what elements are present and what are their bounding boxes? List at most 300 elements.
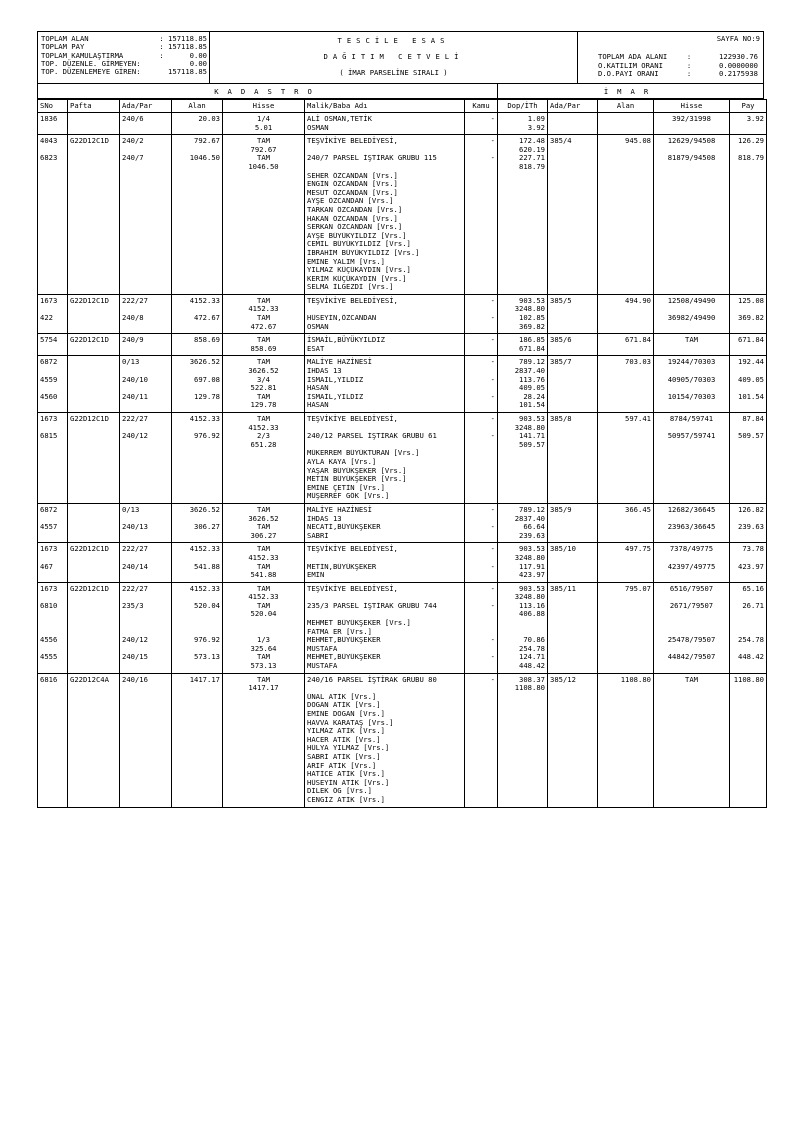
cell-alan: 858.69 bbox=[172, 334, 223, 345]
cell-malik: SERKAN ÖZCANDAN [Vrs.] bbox=[305, 223, 465, 232]
cell-imar-hisse: 81879/94508 bbox=[654, 154, 730, 163]
cell-ada-par bbox=[120, 515, 172, 524]
cell-malik: YILMAZ KÜÇÜKAYDIN [Vrs.] bbox=[305, 266, 465, 275]
cell-imar-ada-par bbox=[548, 719, 598, 728]
table-row bbox=[38, 602, 767, 611]
cell-kamu bbox=[465, 384, 498, 393]
cell-alan bbox=[172, 345, 223, 356]
cell-pay bbox=[730, 515, 767, 524]
cell-hisse bbox=[223, 727, 305, 736]
cell-pafta: G22D12C1D bbox=[68, 543, 120, 554]
table-row bbox=[38, 249, 767, 258]
title-line-2: DAĞITIM CETVELİ bbox=[323, 52, 464, 61]
summary-row: TOPLAM PAY : 157118.85 bbox=[41, 42, 207, 52]
cell-malik: AYŞE BÜYÜKYILDIZ [Vrs.] bbox=[305, 232, 465, 241]
cell-pay bbox=[730, 449, 767, 458]
column-header-imar-ada-par: Ada/Par bbox=[548, 100, 598, 113]
cell-kamu bbox=[465, 172, 498, 181]
cell-pafta bbox=[68, 467, 120, 476]
cell-sno bbox=[38, 180, 68, 189]
cell-imar-alan bbox=[598, 401, 654, 412]
cell-dop-ith: 172.48 bbox=[498, 135, 548, 146]
cell-alan bbox=[172, 266, 223, 275]
column-header-pafta: Pafta bbox=[68, 100, 120, 113]
cell-imar-hisse bbox=[654, 401, 730, 412]
cell-pafta bbox=[68, 258, 120, 267]
cell-ada-par: 240/9 bbox=[120, 334, 172, 345]
cell-imar-alan bbox=[598, 393, 654, 402]
cell-alan: 1417.17 bbox=[172, 673, 223, 684]
cell-ada-par bbox=[120, 206, 172, 215]
cell-imar-ada-par bbox=[548, 492, 598, 501]
cell-hisse: 1/4 bbox=[223, 113, 305, 124]
cell-kamu bbox=[465, 770, 498, 779]
cell-kamu bbox=[465, 628, 498, 637]
cell-imar-ada-par bbox=[548, 554, 598, 563]
cell-sno bbox=[38, 554, 68, 563]
cell-alan bbox=[172, 744, 223, 753]
table-row bbox=[38, 323, 767, 334]
table-row bbox=[38, 146, 767, 155]
cell-imar-alan: 497.75 bbox=[598, 543, 654, 554]
cell-imar-hisse: 50957/59741 bbox=[654, 432, 730, 441]
table-row bbox=[38, 523, 767, 532]
cell-imar-ada-par: 385/11 bbox=[548, 582, 598, 593]
cell-sno bbox=[38, 305, 68, 314]
cell-malik: MEHMET,BÜYÜKŞEKER bbox=[305, 653, 465, 662]
cell-pay: 65.16 bbox=[730, 582, 767, 593]
cell-sno bbox=[38, 206, 68, 215]
cell-ada-par bbox=[120, 401, 172, 412]
table-row bbox=[38, 719, 767, 728]
cell-pafta bbox=[68, 240, 120, 249]
cell-dop-ith bbox=[498, 283, 548, 294]
cell-imar-ada-par: 385/7 bbox=[548, 356, 598, 367]
summary-row: TOP. DÜZENLEMEYE GİREN: 157118.85 bbox=[41, 67, 207, 77]
cell-sno bbox=[38, 684, 68, 693]
cell-malik bbox=[305, 424, 465, 433]
cell-ada-par bbox=[120, 593, 172, 602]
cell-hisse: 573.13 bbox=[223, 662, 305, 673]
cell-imar-hisse bbox=[654, 232, 730, 241]
cell-ada-par bbox=[120, 645, 172, 654]
cell-hisse: 651.28 bbox=[223, 441, 305, 450]
cell-alan: 4152.33 bbox=[172, 413, 223, 424]
cell-hisse: TAM bbox=[223, 294, 305, 305]
cell-dop-ith bbox=[498, 215, 548, 224]
cell-imar-hisse: 23963/36645 bbox=[654, 523, 730, 532]
cell-sno bbox=[38, 215, 68, 224]
cell-pafta bbox=[68, 266, 120, 275]
cell-imar-ada-par: 385/12 bbox=[548, 673, 598, 684]
cell-sno bbox=[38, 197, 68, 206]
cell-hisse: TAM bbox=[223, 135, 305, 146]
table-row bbox=[38, 189, 767, 198]
cell-imar-alan: 795.07 bbox=[598, 582, 654, 593]
cell-ada-par: 240/2 bbox=[120, 135, 172, 146]
cell-imar-alan bbox=[598, 232, 654, 241]
cell-hisse bbox=[223, 492, 305, 501]
cell-ada-par: 240/6 bbox=[120, 113, 172, 124]
cell-pafta bbox=[68, 154, 120, 163]
cell-kamu: - bbox=[465, 393, 498, 402]
cell-hisse bbox=[223, 240, 305, 249]
column-header-imar-hisse: Hisse bbox=[654, 100, 730, 113]
cell-imar-alan bbox=[598, 770, 654, 779]
cell-ada-par bbox=[120, 662, 172, 673]
cell-dop-ith: 409.05 bbox=[498, 384, 548, 393]
cell-imar-alan: 597.41 bbox=[598, 413, 654, 424]
cell-pay bbox=[730, 275, 767, 284]
cell-imar-alan bbox=[598, 314, 654, 323]
cell-alan: 697.08 bbox=[172, 376, 223, 385]
cell-malik: ARİF ATİK [Vrs.] bbox=[305, 762, 465, 771]
cell-sno: 4556 bbox=[38, 636, 68, 645]
table-row bbox=[38, 367, 767, 376]
cell-imar-alan bbox=[598, 484, 654, 493]
cell-imar-ada-par bbox=[548, 323, 598, 334]
table-row bbox=[38, 736, 767, 745]
table-body bbox=[38, 113, 767, 808]
cell-kamu: - bbox=[465, 602, 498, 611]
cell-imar-ada-par bbox=[548, 283, 598, 294]
cell-sno bbox=[38, 475, 68, 484]
cell-alan: 4152.33 bbox=[172, 294, 223, 305]
cell-ada-par bbox=[120, 796, 172, 807]
cell-kamu bbox=[465, 458, 498, 467]
cell-pay bbox=[730, 345, 767, 356]
summary-row: TOPLAM ADA ALANI : 122930.76 bbox=[598, 52, 758, 62]
cell-imar-ada-par bbox=[548, 197, 598, 206]
cell-imar-hisse bbox=[654, 172, 730, 181]
cell-kamu bbox=[465, 249, 498, 258]
cell-hisse: 541.88 bbox=[223, 571, 305, 582]
cell-kamu bbox=[465, 762, 498, 771]
cell-imar-ada-par bbox=[548, 384, 598, 393]
cell-malik: EMİNE DOĞAN [Vrs.] bbox=[305, 710, 465, 719]
cell-alan bbox=[172, 401, 223, 412]
cell-imar-hisse bbox=[654, 662, 730, 673]
cell-pafta bbox=[68, 619, 120, 628]
cell-sno bbox=[38, 424, 68, 433]
cell-hisse: TAM bbox=[223, 356, 305, 367]
cell-imar-alan bbox=[598, 662, 654, 673]
cell-kamu bbox=[465, 266, 498, 275]
cell-hisse: TAM bbox=[223, 653, 305, 662]
table-row bbox=[38, 628, 767, 637]
cell-malik: YAŞAR BÜYÜKŞEKER [Vrs.] bbox=[305, 467, 465, 476]
cell-hisse: 5.01 bbox=[223, 124, 305, 135]
cell-pay: 87.84 bbox=[730, 413, 767, 424]
cell-imar-alan bbox=[598, 492, 654, 501]
cell-ada-par bbox=[120, 753, 172, 762]
cell-dop-ith: 66.64 bbox=[498, 523, 548, 532]
cell-imar-ada-par bbox=[548, 432, 598, 441]
cell-dop-ith: 903.53 bbox=[498, 543, 548, 554]
cell-pay bbox=[730, 593, 767, 602]
cell-imar-hisse bbox=[654, 240, 730, 249]
cell-kamu bbox=[465, 593, 498, 602]
cell-imar-alan bbox=[598, 610, 654, 619]
table-row bbox=[38, 645, 767, 654]
cell-alan: 4152.33 bbox=[172, 582, 223, 593]
cell-ada-par bbox=[120, 475, 172, 484]
cell-alan: 20.03 bbox=[172, 113, 223, 124]
table-row bbox=[38, 232, 767, 241]
cell-ada-par bbox=[120, 693, 172, 702]
cell-dop-ith: 227.71 bbox=[498, 154, 548, 163]
cell-imar-alan bbox=[598, 779, 654, 788]
cell-dop-ith: 113.76 bbox=[498, 376, 548, 385]
cell-alan bbox=[172, 163, 223, 172]
cell-malik: İBRAHİM BÜYÜKYILDIZ [Vrs.] bbox=[305, 249, 465, 258]
cell-dop-ith bbox=[498, 719, 548, 728]
cell-pay bbox=[730, 467, 767, 476]
cell-kamu: - bbox=[465, 543, 498, 554]
cell-malik: SELMA İLGEZDİ [Vrs.] bbox=[305, 283, 465, 294]
cell-imar-hisse bbox=[654, 701, 730, 710]
cell-pafta bbox=[68, 314, 120, 323]
table-row bbox=[38, 458, 767, 467]
table-row bbox=[38, 475, 767, 484]
cell-hisse: 792.67 bbox=[223, 146, 305, 155]
cell-pafta bbox=[68, 787, 120, 796]
cell-pay bbox=[730, 492, 767, 501]
cell-imar-ada-par bbox=[548, 619, 598, 628]
cell-pay bbox=[730, 662, 767, 673]
cell-imar-alan bbox=[598, 424, 654, 433]
cell-malik: HATİCE ATİK [Vrs.] bbox=[305, 770, 465, 779]
cell-imar-hisse bbox=[654, 554, 730, 563]
table-row bbox=[38, 345, 767, 356]
cell-pay: 448.42 bbox=[730, 653, 767, 662]
cell-ada-par bbox=[120, 727, 172, 736]
cell-malik: HÜSEYİN,ÖZCANDAN bbox=[305, 314, 465, 323]
cell-pay bbox=[730, 619, 767, 628]
cell-alan bbox=[172, 146, 223, 155]
table-row bbox=[38, 787, 767, 796]
cell-imar-ada-par bbox=[548, 701, 598, 710]
cell-pafta bbox=[68, 701, 120, 710]
table-row bbox=[38, 636, 767, 645]
cell-malik: 240/16 PARSEL İŞTİRAK GRUBU 80 bbox=[305, 673, 465, 684]
cell-hisse bbox=[223, 223, 305, 232]
cell-dop-ith: 117.91 bbox=[498, 563, 548, 572]
table-row bbox=[38, 710, 767, 719]
cell-imar-ada-par bbox=[548, 458, 598, 467]
cell-dop-ith bbox=[498, 736, 548, 745]
cell-pay bbox=[730, 762, 767, 771]
cell-sno bbox=[38, 796, 68, 807]
cell-hisse: 3626.52 bbox=[223, 515, 305, 524]
cell-pay: 369.82 bbox=[730, 314, 767, 323]
cell-ada-par bbox=[120, 779, 172, 788]
column-header-malik: Malik/Baba Adı bbox=[305, 100, 465, 113]
cell-dop-ith bbox=[498, 475, 548, 484]
cell-imar-ada-par bbox=[548, 571, 598, 582]
cell-kamu bbox=[465, 449, 498, 458]
cell-malik: MESUT ÖZCANDAN [Vrs.] bbox=[305, 189, 465, 198]
cell-dop-ith bbox=[498, 727, 548, 736]
cell-sno bbox=[38, 744, 68, 753]
cell-dop-ith bbox=[498, 492, 548, 501]
cell-imar-hisse bbox=[654, 197, 730, 206]
cell-imar-ada-par bbox=[548, 215, 598, 224]
cell-pay bbox=[730, 610, 767, 619]
cell-imar-hisse bbox=[654, 283, 730, 294]
table-row bbox=[38, 610, 767, 619]
cell-hisse bbox=[223, 701, 305, 710]
cell-ada-par bbox=[120, 345, 172, 356]
cell-malik bbox=[305, 163, 465, 172]
cell-imar-hisse: 8784/59741 bbox=[654, 413, 730, 424]
cell-imar-alan bbox=[598, 787, 654, 796]
cell-dop-ith bbox=[498, 796, 548, 807]
cell-imar-hisse: 12629/94508 bbox=[654, 135, 730, 146]
cell-dop-ith bbox=[498, 249, 548, 258]
table-row bbox=[38, 154, 767, 163]
cell-pay bbox=[730, 249, 767, 258]
column-header-dop-ith: Dop/İTh bbox=[498, 100, 548, 113]
cell-pay bbox=[730, 779, 767, 788]
cell-alan: 541.88 bbox=[172, 563, 223, 572]
cell-imar-alan bbox=[598, 710, 654, 719]
cell-dop-ith: 903.53 bbox=[498, 413, 548, 424]
cell-kamu bbox=[465, 323, 498, 334]
cell-sno bbox=[38, 645, 68, 654]
cell-alan: 3626.52 bbox=[172, 503, 223, 514]
cell-imar-ada-par bbox=[548, 779, 598, 788]
cell-imar-alan bbox=[598, 736, 654, 745]
cell-imar-alan bbox=[598, 701, 654, 710]
cell-imar-ada-par: 385/4 bbox=[548, 135, 598, 146]
cell-alan bbox=[172, 189, 223, 198]
cell-ada-par: 240/11 bbox=[120, 393, 172, 402]
cell-alan bbox=[172, 779, 223, 788]
cell-kamu: - bbox=[465, 503, 498, 514]
cell-alan: 573.13 bbox=[172, 653, 223, 662]
cell-malik: YILMAZ ATİK [Vrs.] bbox=[305, 727, 465, 736]
cell-alan bbox=[172, 180, 223, 189]
cell-imar-ada-par bbox=[548, 305, 598, 314]
cell-alan bbox=[172, 492, 223, 501]
table-row bbox=[38, 432, 767, 441]
cell-pay: 3.92 bbox=[730, 113, 767, 124]
cell-imar-hisse bbox=[654, 515, 730, 524]
cell-imar-ada-par bbox=[548, 163, 598, 172]
cell-hisse: TAM bbox=[223, 563, 305, 572]
cell-hisse: 4152.33 bbox=[223, 593, 305, 602]
cell-imar-ada-par bbox=[548, 124, 598, 135]
cell-imar-hisse bbox=[654, 787, 730, 796]
cell-pafta bbox=[68, 393, 120, 402]
cell-imar-hisse: 12508/49490 bbox=[654, 294, 730, 305]
cell-dop-ith: 448.42 bbox=[498, 662, 548, 673]
cell-imar-alan bbox=[598, 345, 654, 356]
cell-kamu: - bbox=[465, 334, 498, 345]
cell-alan bbox=[172, 283, 223, 294]
cell-alan bbox=[172, 197, 223, 206]
table-row bbox=[38, 240, 767, 249]
cell-pay bbox=[730, 180, 767, 189]
cell-dop-ith bbox=[498, 779, 548, 788]
cell-alan bbox=[172, 515, 223, 524]
cell-hisse: TAM bbox=[223, 543, 305, 554]
cell-malik: İSMAİL,YILDIZ bbox=[305, 393, 465, 402]
cell-ada-par: 240/13 bbox=[120, 523, 172, 532]
cell-kamu bbox=[465, 475, 498, 484]
cell-dop-ith: 903.53 bbox=[498, 294, 548, 305]
cell-ada-par: 0/13 bbox=[120, 356, 172, 367]
cell-ada-par: 222/27 bbox=[120, 543, 172, 554]
cell-pay bbox=[730, 266, 767, 275]
cell-alan: 520.04 bbox=[172, 602, 223, 611]
cell-ada-par bbox=[120, 744, 172, 753]
cell-imar-hisse bbox=[654, 727, 730, 736]
cell-imar-ada-par: 385/10 bbox=[548, 543, 598, 554]
cell-dop-ith: 70.86 bbox=[498, 636, 548, 645]
cell-hisse bbox=[223, 719, 305, 728]
cell-pay bbox=[730, 215, 767, 224]
cell-hisse: 1417.17 bbox=[223, 684, 305, 693]
cell-imar-alan bbox=[598, 223, 654, 232]
cell-pafta bbox=[68, 503, 120, 514]
cell-kamu bbox=[465, 124, 498, 135]
cell-sno bbox=[38, 232, 68, 241]
cell-imar-alan bbox=[598, 719, 654, 728]
table-row bbox=[38, 701, 767, 710]
cell-kamu bbox=[465, 197, 498, 206]
cell-pafta bbox=[68, 146, 120, 155]
cell-pay bbox=[730, 796, 767, 807]
cell-imar-ada-par bbox=[548, 154, 598, 163]
cell-imar-hisse: 7378/49775 bbox=[654, 543, 730, 554]
cell-kamu bbox=[465, 554, 498, 563]
cell-imar-hisse bbox=[654, 619, 730, 628]
cell-malik: CENGİZ ATİK [Vrs.] bbox=[305, 796, 465, 807]
cell-dop-ith bbox=[498, 275, 548, 284]
cell-dop-ith: 186.85 bbox=[498, 334, 548, 345]
cell-dop-ith bbox=[498, 189, 548, 198]
cell-ada-par bbox=[120, 305, 172, 314]
cell-pay bbox=[730, 532, 767, 543]
cell-imar-ada-par bbox=[548, 240, 598, 249]
cell-hisse: TAM bbox=[223, 314, 305, 323]
cell-imar-ada-par bbox=[548, 653, 598, 662]
cell-ada-par: 240/12 bbox=[120, 636, 172, 645]
table-row bbox=[38, 554, 767, 563]
distribution-table bbox=[37, 99, 767, 808]
cell-hisse: 4152.33 bbox=[223, 305, 305, 314]
cell-imar-ada-par bbox=[548, 449, 598, 458]
cell-sno: 5754 bbox=[38, 334, 68, 345]
cell-pafta bbox=[68, 441, 120, 450]
cell-alan bbox=[172, 275, 223, 284]
cell-malik bbox=[305, 305, 465, 314]
cell-sno bbox=[38, 593, 68, 602]
cell-sno bbox=[38, 458, 68, 467]
cell-alan bbox=[172, 232, 223, 241]
cell-alan bbox=[172, 710, 223, 719]
cell-imar-alan bbox=[598, 197, 654, 206]
cell-dop-ith bbox=[498, 258, 548, 267]
table-row bbox=[38, 492, 767, 501]
summary-row: D.O.PAYI ORANI : 0.2175938 bbox=[598, 68, 758, 78]
cell-imar-ada-par bbox=[548, 693, 598, 702]
cell-ada-par bbox=[120, 736, 172, 745]
cell-imar-alan bbox=[598, 628, 654, 637]
table-row bbox=[38, 294, 767, 305]
